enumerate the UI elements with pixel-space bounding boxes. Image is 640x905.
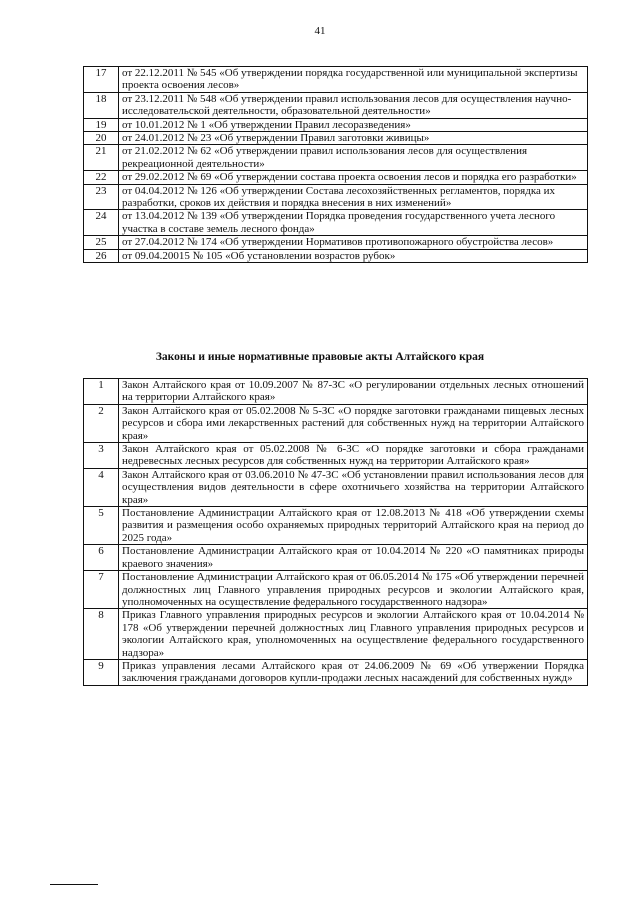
row-number: 3 (84, 443, 119, 469)
table-row (84, 67, 588, 93)
row-text: от 24.01.2012 № 23 «Об утверждении Правил заготовки живицы» (119, 132, 588, 145)
table-row (84, 507, 588, 545)
page-number: 41 (314, 25, 326, 37)
row-number: 17 (84, 67, 119, 93)
table-row (84, 659, 588, 685)
table-row (84, 571, 588, 609)
table-row (84, 210, 588, 236)
table-row (84, 92, 588, 118)
row-text: от 23.12.2011 № 548 «Об утверждении правил использования лесов для осуществления научно-исследовательской деятельности, образовательной деятельности» (119, 92, 588, 118)
row-text: Приказ Главного управления природных ресурсов и экологии Алтайского края от 10.04.2014 № 178 «Об утверждении перечней должностных лиц Главного управления природных ресурсов и экологии Алтайского края, уполномоченных на осуществление федерального государственного надзора» (119, 609, 588, 660)
row-number: 9 (84, 659, 119, 685)
row-text: Постановление Администрации Алтайского края от 10.04.2014 № 220 «О памятниках природы краевого значения» (119, 545, 588, 571)
row-text: от 22.12.2011 № 545 «Об утверждении порядка государственной или муниципальной экспертизы проекта освоения лесов» (119, 67, 588, 93)
row-text: от 27.04.2012 № 174 «Об утверждении Нормативов противопожарного обустройства лесов» (119, 236, 588, 249)
row-text: от 29.02.2012 № 69 «Об утверждении состава проекта освоения лесов и порядка его разработки» (119, 171, 588, 184)
table-row (84, 236, 588, 249)
table-row (84, 468, 588, 506)
table-row (84, 545, 588, 571)
row-number: 6 (84, 545, 119, 571)
row-text: от 13.04.2012 № 139 «Об утверждении Порядка проведения государственного учета лесного участка в составе земель лесного фонда» (119, 210, 588, 236)
row-text: от 21.02.2012 № 62 «Об утверждении правил использования лесов для осуществления рекреационной деятельности» (119, 145, 588, 171)
row-number: 7 (84, 571, 119, 609)
row-number: 23 (84, 184, 119, 210)
table-row (84, 609, 588, 660)
table-row (84, 443, 588, 469)
table-row (84, 132, 588, 145)
row-text: от 04.04.2012 № 126 «Об утверждении Состава лесохозяйственных регламентов, порядка их разработки, сроков их действия и порядка внесения в них изменений» (119, 184, 588, 210)
row-text: Постановление Администрации Алтайского края от 12.08.2013 № 418 «Об утверждении схемы развития и размещения особо охраняемых природных территорий Алтайского края на период до 2025 года» (119, 507, 588, 545)
row-text: Закон Алтайского края от 10.09.2007 № 87-ЗС «О регулировании отдельных лесных отношений на территории Алтайского края» (119, 379, 588, 405)
row-text: Закон Алтайского края от 05.02.2008 № 6-ЗС «О порядке заготовки и сбора гражданами недревесных лесных ресурсов для собственных нужд на территории Алтайского края» (119, 443, 588, 469)
federal-acts-table (83, 66, 588, 263)
row-text: Приказ управления лесами Алтайского края от 24.06.2009 № 69 «Об утвержении Порядка заключения гражданами договоров купли-продажи лесных насаждений для собственных нужд» (119, 659, 588, 685)
row-text: Закон Алтайского края от 05.02.2008 № 5-ЗС «О порядке заготовки гражданами пищевых лесных ресурсов и сбора ими лекарственных растений для собственных нужд на территории Алтайского края» (119, 404, 588, 442)
row-number: 19 (84, 118, 119, 131)
row-number: 22 (84, 171, 119, 184)
row-text: Закон Алтайского края от 03.06.2010 № 47-ЗС «Об установлении правил использования лесов для осуществления видов деятельности в сфере охотничьего хозяйства на территории Алтайского края» (119, 468, 588, 506)
table-row (84, 184, 588, 210)
table-row (84, 379, 588, 405)
row-number: 25 (84, 236, 119, 249)
row-number: 1 (84, 379, 119, 405)
section-heading: Законы и иные нормативные правовые акты Алтайского края (155, 351, 485, 363)
row-number: 24 (84, 210, 119, 236)
row-number: 18 (84, 92, 119, 118)
row-number: 4 (84, 468, 119, 506)
regional-acts-table (83, 378, 588, 686)
row-number: 5 (84, 507, 119, 545)
row-number: 2 (84, 404, 119, 442)
row-text: от 09.04.20015 № 105 «Об установлении возрастов рубок» (119, 249, 588, 262)
row-number: 20 (84, 132, 119, 145)
row-number: 26 (84, 249, 119, 262)
table-row (84, 118, 588, 131)
table-row (84, 145, 588, 171)
table-row (84, 249, 588, 262)
row-text: Постановление Администрации Алтайского края от 06.05.2014 № 175 «Об утверждении перечней должностных лиц Главного управления природных ресурсов и экологии Алтайского края, уполномоченных на осуществление федерального государственного надзора» (119, 571, 588, 609)
row-text: от 10.01.2012 № 1 «Об утверждении Правил лесоразведения» (119, 118, 588, 131)
table-row (84, 404, 588, 442)
row-number: 21 (84, 145, 119, 171)
row-number: 8 (84, 609, 119, 660)
table-row (84, 171, 588, 184)
footnote-divider (50, 884, 98, 885)
